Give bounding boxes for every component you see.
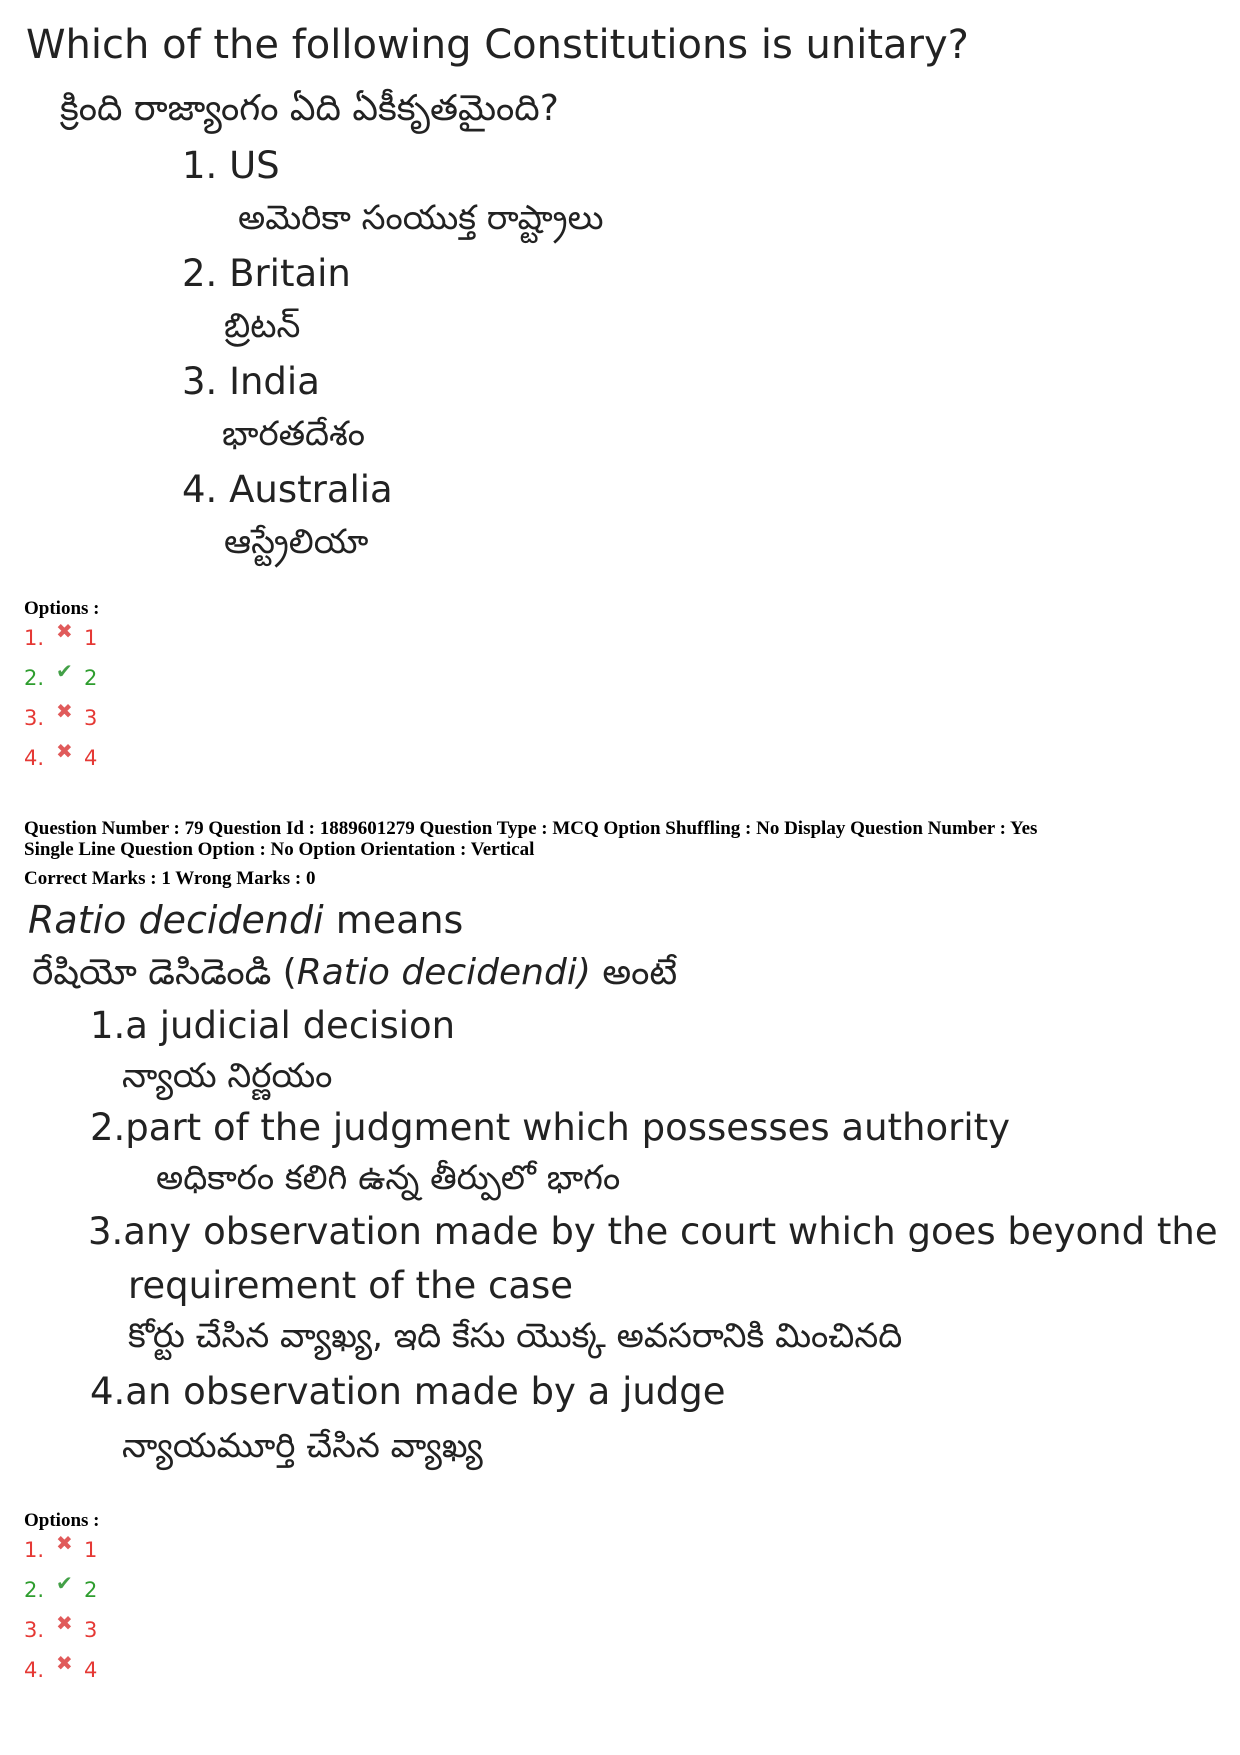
cross-icon: ✖ [56, 699, 73, 723]
option-number: 4. [24, 746, 45, 770]
stem-rest: means [323, 898, 464, 942]
image-option-4: 4.an observation made by a judge [90, 1370, 726, 1413]
option-value: 1 [84, 1538, 98, 1562]
stem-telugu-italic: Ratio decidendi) [296, 952, 591, 993]
image-option-1: 1.a judicial decision [90, 1004, 456, 1047]
option-number: 3. [24, 1618, 45, 1642]
option-value: 4 [84, 1658, 98, 1682]
question-stem-english [28, 898, 463, 942]
question-meta-line-2: Single Line Question Option : No Option Orientation : Vertical [24, 839, 535, 860]
image-option-3-telugu: కోర్టు చేసిన వ్యాఖ్య, ఇది కేసు యొక్క అవసరానికి మించినది [128, 1316, 903, 1356]
options-label: Options : [24, 1510, 100, 1531]
cross-icon: ✖ [56, 1651, 73, 1675]
option-number: 1. [24, 626, 45, 650]
image-option-3-continued: requirement of the case [128, 1264, 574, 1307]
cross-icon: ✖ [56, 619, 73, 643]
cross-icon: ✖ [56, 739, 73, 763]
image-option-1-telugu: అమెరికా సంయుక్త రాష్ట్రాలు [238, 198, 604, 238]
answer-option-1 [24, 619, 98, 650]
question-meta-line-1: Question Number : 79 Question Id : 1889601279 Question Type : MCQ Option Shuffling : No Display Question Number : Yes [24, 818, 1038, 839]
image-option-1: 1. US [182, 144, 280, 187]
image-option-4: 4. Australia [182, 468, 393, 511]
question-78-image [0, 0, 1240, 590]
image-option-3-telugu: భారతదేశం [222, 414, 366, 454]
image-option-2-telugu: అధికారం కలిగి ఉన్న తీర్పులో భాగం [156, 1158, 621, 1198]
option-number: 1. [24, 1538, 45, 1562]
option-value: 3 [84, 706, 98, 730]
cross-icon: ✖ [56, 1531, 73, 1555]
answer-option-1 [24, 1531, 98, 1562]
answer-option-2 [24, 659, 98, 690]
cross-icon: ✖ [56, 1611, 73, 1635]
option-number: 2. [24, 1578, 45, 1602]
image-option-2-telugu: బ్రిటన్ [224, 306, 301, 346]
answer-option-2 [24, 1571, 98, 1602]
option-value: 4 [84, 746, 98, 770]
marks-line: Correct Marks : 1 Wrong Marks : 0 [24, 868, 316, 889]
answer-option-4 [24, 1651, 98, 1682]
image-option-1-telugu: న్యాయ నిర్ణయం [122, 1056, 333, 1096]
image-option-3: 3. India [182, 360, 320, 403]
option-value: 1 [84, 626, 98, 650]
image-option-2: 2.part of the judgment which possesses authority [90, 1106, 1011, 1149]
option-value: 3 [84, 1618, 98, 1642]
check-icon: ✔ [56, 1571, 73, 1595]
image-option-4-telugu: ఆస్ట్రేలియా [224, 522, 369, 562]
stem-telugu-part-b: అంటే [590, 952, 678, 993]
question-stem-telugu: క్రింది రాజ్యాంగం ఏది ఏకీకృతమైంది? [60, 88, 559, 129]
question-stem-telugu [32, 952, 677, 1002]
answer-option-4 [24, 739, 98, 770]
stem-italic-term: Ratio decidendi [28, 898, 324, 942]
question-79-image [0, 880, 1240, 1500]
image-option-2: 2. Britain [182, 252, 351, 295]
answer-option-3 [24, 699, 98, 730]
answer-option-3 [24, 1611, 98, 1642]
check-icon: ✔ [56, 659, 73, 683]
option-number: 3. [24, 706, 45, 730]
option-value: 2 [84, 1578, 98, 1602]
option-number: 2. [24, 666, 45, 690]
options-label: Options : [24, 598, 100, 619]
question-stem-english: Which of the following Constitutions is unitary? [26, 22, 969, 68]
stem-telugu-part-a: రేషియో డెసిడెండి ( [32, 952, 297, 993]
option-value: 2 [84, 666, 98, 690]
image-option-3: 3.any observation made by the court which goes beyond the [88, 1210, 1218, 1253]
option-number: 4. [24, 1658, 45, 1682]
image-option-4-telugu: న్యాయమూర్తి చేసిన వ్యాఖ్య [122, 1426, 483, 1466]
